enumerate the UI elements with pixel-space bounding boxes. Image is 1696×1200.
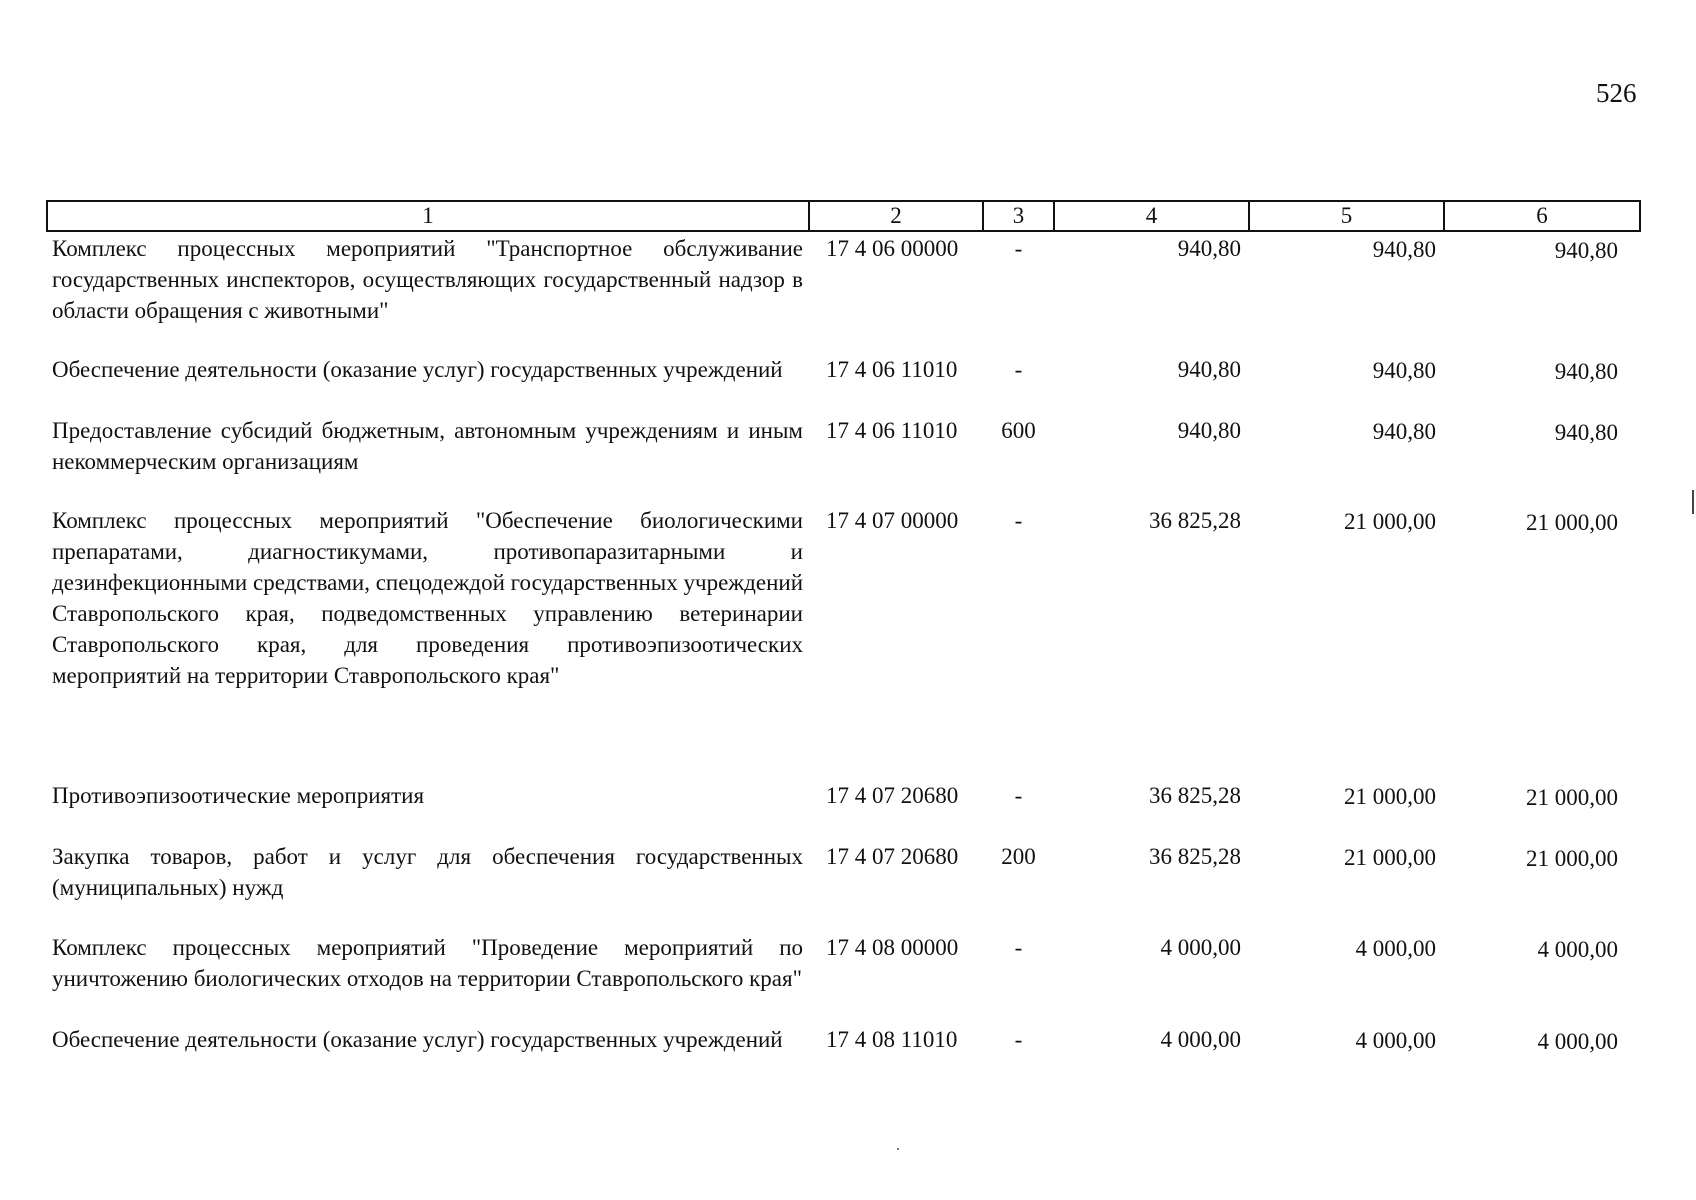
row-value-6: 4 000,00 [1537, 937, 1618, 962]
header-row [47, 201, 1640, 231]
row-code: 17 4 08 00000 [826, 935, 959, 960]
row-value-5: 940,80 [1372, 358, 1436, 383]
table-header [47, 201, 1640, 231]
scan-margin-mark [1692, 490, 1694, 514]
row-value-5: 21 000,00 [1344, 509, 1436, 534]
row-value-6: 940,80 [1554, 359, 1618, 384]
budget-table [46, 200, 1641, 1085]
row-value-4: 4 000,00 [1160, 935, 1241, 960]
row-value-4: 36 825,28 [1149, 508, 1241, 533]
column-header-3: 3 [983, 201, 1054, 231]
row-code: 17 4 07 20680 [826, 844, 959, 869]
scan-speck [897, 1148, 899, 1150]
row-name: Комплекс процессных мероприятий "Обеспечение биологическими препаратами, диагностикумами, противопаразитарными и дезинфекционными средствами, спецодеждой государственных учреждений Ставропольского края, подведомственных управлению ветеринарии Ставропольского края, для проведения противоэпизоотических мероприятий на территории Ставропольского края" [52, 508, 803, 688]
row-value-6: 940,80 [1554, 238, 1618, 263]
row-expense-type: - [1014, 1027, 1023, 1052]
row-expense-type: - [1014, 236, 1023, 261]
column-header-4: 4 [1054, 201, 1249, 231]
row-code: 17 4 07 00000 [826, 508, 959, 533]
table-row [47, 1023, 1640, 1085]
row-code: 17 4 07 20680 [826, 783, 959, 808]
page-number: 526 [1596, 78, 1637, 108]
row-code: 17 4 08 11010 [826, 1027, 958, 1052]
row-value-6: 21 000,00 [1526, 510, 1618, 535]
row-expense-type: - [1014, 357, 1023, 382]
table-row [47, 840, 1640, 931]
row-value-5: 4 000,00 [1355, 1028, 1436, 1053]
column-header-5: 5 [1249, 201, 1444, 231]
row-name: Комплекс процессных мероприятий "Проведение мероприятий по уничтожению биологических отходов на территории Ставропольского края" [52, 935, 803, 991]
row-value-5: 4 000,00 [1355, 936, 1436, 961]
column-header-6: 6 [1444, 201, 1640, 231]
table-body [47, 231, 1640, 1085]
row-code: 17 4 06 11010 [826, 418, 958, 443]
row-value-4: 940,80 [1177, 236, 1241, 261]
row-value-4: 940,80 [1177, 418, 1241, 443]
row-name: Предоставление субсидий бюджетным, автономным учреждениям и иным некоммерческим организациям [52, 418, 803, 474]
column-header-2: 2 [809, 201, 983, 231]
row-value-4: 36 825,28 [1149, 844, 1241, 869]
table-row [47, 414, 1640, 504]
row-expense-type: 600 [1001, 418, 1036, 443]
row-expense-type: - [1014, 783, 1023, 808]
row-name: Комплекс процессных мероприятий "Транспортное обслуживание государственных инспекторов, осуществляющих государственный надзор в области обращения с животными" [52, 236, 803, 323]
row-name: Обеспечение деятельности (оказание услуг) государственных учреждений [52, 357, 783, 382]
table-row [47, 504, 1640, 779]
row-code: 17 4 06 00000 [826, 236, 959, 261]
row-value-4: 36 825,28 [1149, 783, 1241, 808]
row-expense-type: - [1014, 935, 1023, 960]
table-row [47, 931, 1640, 1023]
column-header-1: 1 [47, 201, 809, 231]
row-name: Обеспечение деятельности (оказание услуг) государственных учреждений [52, 1027, 783, 1052]
table-row [47, 779, 1640, 840]
row-value-4: 940,80 [1177, 357, 1241, 382]
row-value-5: 21 000,00 [1344, 845, 1436, 870]
row-value-6: 4 000,00 [1537, 1029, 1618, 1054]
row-expense-type: - [1014, 508, 1023, 533]
row-code: 17 4 06 11010 [826, 357, 958, 382]
table-row [47, 231, 1640, 353]
row-name: Противоэпизоотические мероприятия [52, 783, 425, 808]
row-name: Закупка товаров, работ и услуг для обеспечения государственных (муниципальных) нужд [52, 844, 803, 900]
row-value-5: 21 000,00 [1344, 784, 1436, 809]
row-value-5: 940,80 [1372, 419, 1436, 444]
table-row [47, 353, 1640, 414]
row-value-6: 940,80 [1554, 420, 1618, 445]
row-value-6: 21 000,00 [1526, 785, 1618, 810]
row-value-6: 21 000,00 [1526, 846, 1618, 871]
row-value-4: 4 000,00 [1160, 1027, 1241, 1052]
row-expense-type: 200 [1001, 844, 1036, 869]
row-value-5: 940,80 [1372, 237, 1436, 262]
